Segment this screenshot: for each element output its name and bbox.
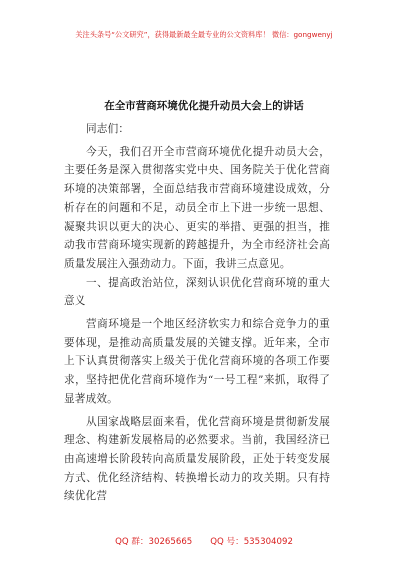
paragraph-3: 从国家战略层面来看，优化营商环境是贯彻新发展理念、构建新发展格局的必然要求。当前，我国经济已由高速增长阶段转向高质量发展阶段，正处于转变发展方式、优化经济结构、转换增长动力的攻关期。只有持续优化营 [64, 415, 330, 503]
qq-number: 535304092 [243, 537, 293, 547]
paragraph-intro: 今天，我们召开全市营商环境优化提升动员大会，主要任务是深入贯彻落实党中央、国务院关于优化营商环境的决策部署，全面总结我市营商环境建设成效，分析存在的问题和不足，动员全市上下进一步统一思想、凝聚共识以更大的决心、更实的举措、更强的担当，推动我市营商环境实现新的跨越提升，为全市经济社会高质量发展注入强劲动力。下面，我讲三点意见。 [64, 145, 330, 270]
document-body [64, 120, 330, 506]
section-heading-1: 一、提高政治站位，深刻认识优化营商环境的重大意义 [64, 276, 330, 308]
document-title: 在全市营商环境优化提升动员大会上的讲话 [104, 100, 304, 112]
paragraph-2: 营商环境是一个地区经济软实力和综合竞争力的重要体现，是推动高质量发展的关键支撑。近年来，全市上下认真贯彻落实上级关于优化营商环境的各项工作要求，坚持把优化营商环境作为“一号工程”来抓，取得了显著成效。 [64, 318, 330, 405]
bottom-contact-banner [0, 535, 408, 547]
qq-group-number: 30265665 [148, 537, 193, 547]
top-promo-banner: 关注头条号“公文研究”，获得最新最全最专业的公文资料库！ 微信：gongwenyj [75, 30, 333, 39]
qq-label: QQ 号： [210, 537, 244, 547]
qq-group-label: QQ 群： [115, 537, 149, 547]
salutation: 同志们： [86, 123, 130, 135]
